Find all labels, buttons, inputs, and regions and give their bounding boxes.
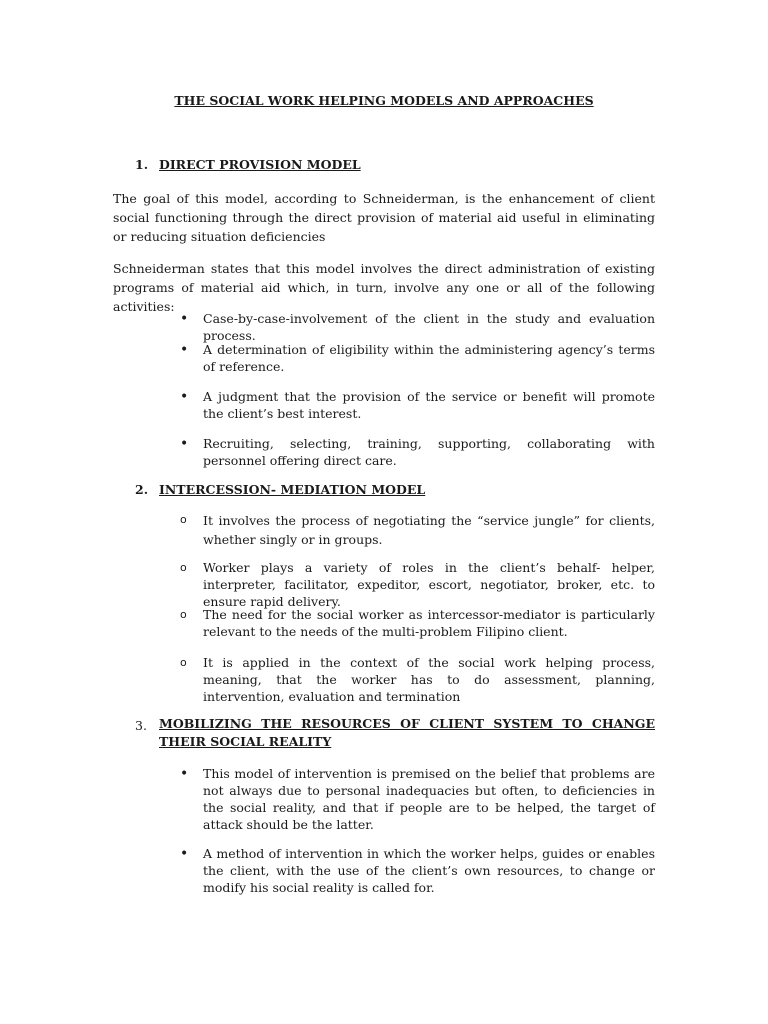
- list-item-text: Worker plays a variety of roles in the client’s behalf- helper, interpreter, facilitator, expeditor, escort, negotiator, broker, etc. to ensure rapid delivery.: [203, 560, 655, 609]
- section-1-number: 1.: [135, 157, 149, 172]
- bullet-icon: •: [180, 846, 189, 862]
- bullet-icon: •: [180, 389, 189, 405]
- bullet-icon: •: [180, 342, 189, 358]
- section-2-number: 2.: [135, 482, 149, 497]
- circle-bullet-icon: o: [180, 561, 187, 574]
- section-3-heading: [135, 718, 655, 751]
- section-1-paragraph-2: Schneiderman states that this model involves the direct administration of existing programs of material aid which, in turn, involve any one or all of the following activities:: [113, 261, 655, 314]
- circle-bullet-icon: o: [180, 513, 187, 526]
- section-1-list-item-1: [178, 310, 655, 344]
- list-item-text: A determination of eligibility within the administering agency’s terms of reference.: [203, 342, 655, 374]
- section-1-list-item-4: [178, 435, 655, 469]
- section-1-title: DIRECT PROVISION MODEL: [159, 157, 361, 172]
- section-2-list-item-1: [178, 511, 655, 549]
- circle-bullet-icon: o: [180, 608, 187, 621]
- section-3-list-item-2: [178, 845, 655, 896]
- section-2-heading: [135, 482, 425, 497]
- list-item-text: It involves the process of negotiating the “service jungle” for clients, whether singly or in groups.: [203, 513, 655, 547]
- section-3-list-item-1: [178, 765, 655, 833]
- list-item-text: It is applied in the context of the social work helping process, meaning, that the worker has to do assessment, planning, intervention, evaluation and termination: [203, 655, 655, 704]
- list-item-text: The need for the social worker as intercessor-mediator is particularly relevant to the needs of the multi-problem Filipino client.: [203, 607, 655, 639]
- section-2-title: INTERCESSION- MEDIATION MODEL: [159, 482, 426, 497]
- section-1-heading: [135, 157, 361, 172]
- list-item-text: A judgment that the provision of the service or benefit will promote the client’s best interest.: [203, 389, 655, 421]
- section-2-list-item-2: [178, 559, 655, 610]
- section-3-number: 3.: [135, 718, 147, 733]
- section-3-title: MOBILIZING THE RESOURCES OF CLIENT SYSTEM TO CHANGE THEIR SOCIAL REALITY: [159, 716, 655, 749]
- section-1-list-item-3: [178, 388, 655, 422]
- circle-bullet-icon: o: [180, 656, 187, 669]
- list-item-text: Recruiting, selecting, training, supporting, collaborating with personnel offering direct care.: [203, 436, 655, 468]
- list-item-text: This model of intervention is premised on the belief that problems are not always due to personal inadequacies but often, to deficiencies in the social reality, and that if people are to be helped, the target of attack should be the latter.: [203, 766, 655, 832]
- bullet-icon: •: [180, 766, 189, 782]
- bullet-icon: •: [180, 311, 189, 327]
- list-item-text: Case-by-case-involvement of the client in the study and evaluation process.: [203, 311, 655, 343]
- section-2-list-item-4: [178, 654, 655, 705]
- section-2-list-item-3: [178, 606, 655, 640]
- bullet-icon: •: [180, 436, 189, 452]
- section-1-paragraph-1: The goal of this model, according to Schneiderman, is the enhancement of client social functioning through the direct provision of material aid useful in eliminating or reducing situation deficiencies: [113, 191, 655, 244]
- list-item-text: A method of intervention in which the worker helps, guides or enables the client, with the use of the client’s own resources, to change or modify his social reality is called for.: [203, 846, 655, 895]
- section-1-list-item-2: [178, 341, 655, 375]
- document-title: THE SOCIAL WORK HELPING MODELS AND APPROACHES: [174, 93, 594, 108]
